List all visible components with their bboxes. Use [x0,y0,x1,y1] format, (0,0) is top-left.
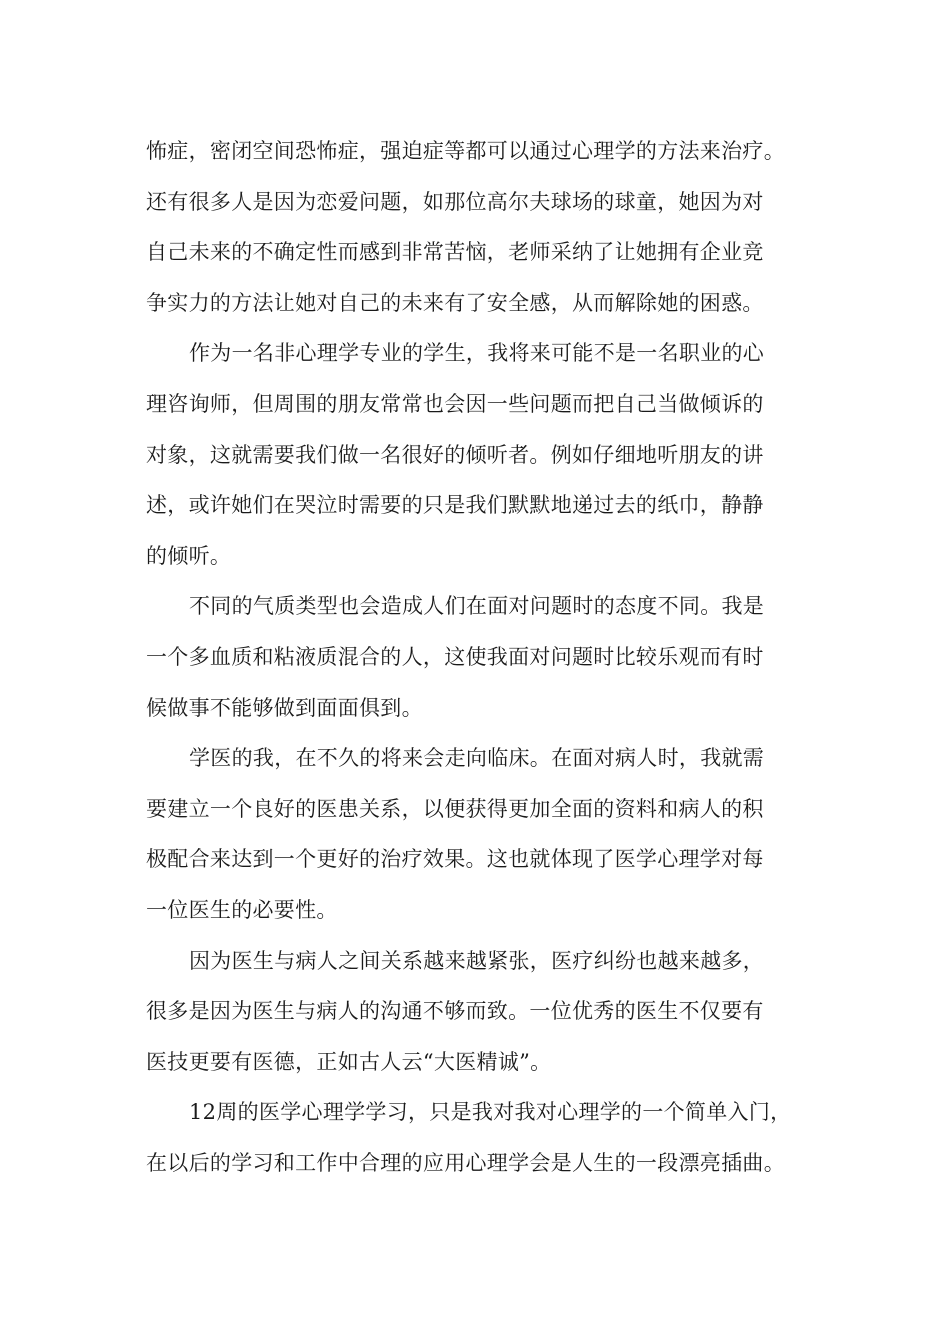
text-line: 对象，这就需要我们做一名很好的倾听者。例如仔细地听朋友的讲 [146,442,764,467]
text-line: 争实力的方法让她对自己的未来有了安全感，从而解除她的困惑。 [146,290,764,315]
text-line: 理咨询师，但周围的朋友常常也会因一些问题而把自己当做倾诉的 [146,391,764,416]
text-line: 怖症，密闭空间恐怖症，强迫症等都可以通过心理学的方法来治疗。 [146,139,785,163]
text-line: 在以后的学习和工作中合理的应用心理学会是人生的一段漂亮插曲。 [146,1150,785,1175]
paragraph-6 [146,1087,814,1188]
text-line: 因为医生与病人之间关系越来越紧张，医疗纠纷也越来越多， [189,948,765,973]
text-line: 12周的医学心理学学习，只是我对我对心理学的一个简单入门， [189,1100,792,1125]
text-line: 的倾听。 [146,543,232,568]
text-line: 医技更要有医德，正如古人云“大医精诚”。 [146,1049,552,1074]
text-line: 很多是因为医生与病人的沟通不够而致。一位优秀的医生不仅要有 [146,999,764,1024]
text-line: 极配合来达到一个更好的治疗效果。这也就体现了医学心理学对每 [146,847,764,872]
document-body [146,126,814,1188]
text-line: 述，或许她们在哭泣时需要的只是我们默默地递过去的纸巾，静静 [146,493,764,518]
text-line: 要建立一个良好的医患关系，以便获得更加全面的资料和病人的积 [146,796,764,821]
paragraph-4 [146,733,814,935]
paragraph-2 [146,328,814,581]
text-line: 一位医生的必要性。 [146,897,338,922]
text-line: 自己未来的不确定性而感到非常苦恼，老师采纳了让她拥有企业竞 [146,240,764,265]
paragraph-5 [146,936,814,1088]
paragraph-3 [146,581,814,733]
text-line: 一个多血质和粘液质混合的人，这使我面对问题时比较乐观而有时 [146,644,764,669]
text-line: 还有很多人是因为恋爱问题，如那位高尔夫球场的球童，她因为对 [146,189,764,214]
text-line: 不同的气质类型也会造成人们在面对问题时的态度不同。我是 [189,594,765,619]
text-line: 候做事不能够做到面面俱到。 [146,695,423,720]
text-line: 学医的我，在不久的将来会走向临床。在面对病人时，我就需 [189,746,765,771]
paragraph-1 [146,126,814,328]
text-line: 作为一名非心理学专业的学生，我将来可能不是一名职业的心 [189,341,765,366]
